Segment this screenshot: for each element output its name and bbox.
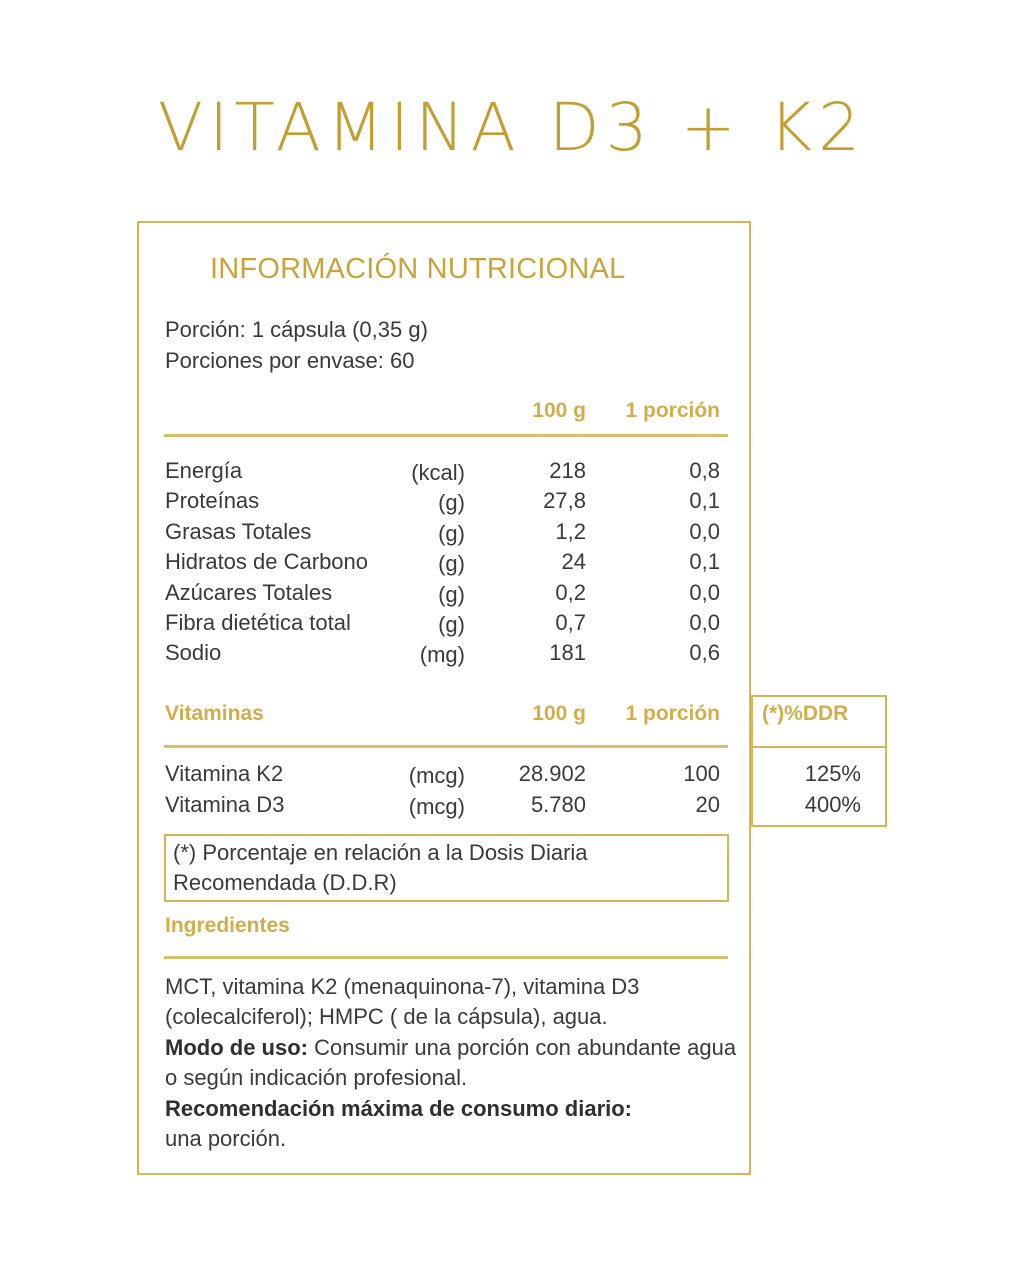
servings-per-container: Porciones por envase: 60 — [165, 348, 415, 373]
nutrient-unit: (g) — [438, 520, 465, 546]
ingredients-divider — [164, 956, 728, 959]
nutrient-per-portion: 0,1 — [689, 549, 720, 575]
ingredients-label: Ingredientes — [165, 914, 290, 937]
nutrient-per-portion: 0,0 — [689, 579, 720, 605]
ingredients-block — [165, 972, 740, 1154]
nutrient-unit: (g) — [438, 581, 465, 607]
header-portion: 1 porción — [625, 399, 720, 422]
nutrient-per-portion: 0,1 — [689, 488, 720, 514]
footnote-line-2: Recomendada (D.D.R) — [173, 870, 397, 895]
nutrient-per-100g: 0,2 — [555, 579, 586, 605]
ingredients-text: MCT, vitamina K2 (menaquinona-7), vitamina D3 (colecalciferol); HMPC ( de la cápsula), agua. — [165, 974, 640, 1030]
nutrient-name: Energía — [165, 458, 243, 483]
nutrient-per-100g: 1,2 — [555, 518, 586, 544]
nutrient-name: Sodio — [165, 640, 222, 666]
vitamin-ddr: 400% — [804, 791, 861, 817]
serving-size: Porción: 1 cápsula (0,35 g) — [165, 317, 428, 342]
nutrient-name: Hidratos de Carbono — [165, 549, 369, 575]
nutrient-name: Proteínas — [165, 488, 260, 514]
nutrient-name: Fibra dietética total — [165, 610, 351, 635]
vitamin-name: Vitamina D3 — [165, 791, 285, 817]
vitamins-label: Vitaminas — [165, 702, 264, 725]
vitamin-ddr: 125% — [804, 761, 861, 786]
vitamin-name: Vitamina K2 — [165, 761, 284, 786]
nutrient-per-100g: 181 — [549, 640, 586, 666]
vitamin-per-portion: 20 — [695, 791, 720, 817]
ddr-divider — [751, 746, 887, 748]
vitamin-unit: (mcg) — [408, 793, 465, 819]
nutrient-name: Azúcares Totales — [165, 579, 333, 605]
nutrient-unit: (g) — [438, 490, 465, 516]
nutrient-per-100g: 27,8 — [543, 488, 586, 514]
vitamin-per-100g: 5.780 — [530, 791, 586, 817]
panel-title: INFORMACIÓN NUTRICIONAL — [210, 253, 626, 285]
nutrient-name: Grasas Totales — [165, 518, 312, 544]
max-consumption-text: una porción. — [165, 1126, 287, 1152]
nutrient-per-portion: 0,8 — [689, 458, 720, 483]
nutrient-unit: (kcal) — [411, 460, 465, 485]
nutrient-per-100g: 218 — [549, 458, 586, 483]
max-consumption-label: Recomendación máxima de consumo diario: — [165, 1095, 633, 1121]
nutrient-per-100g: 0,7 — [555, 610, 586, 635]
vitamins-header-portion: 1 porción — [625, 702, 720, 725]
header-100g: 100 g — [532, 399, 586, 422]
nutrient-unit: (g) — [438, 551, 465, 577]
ddr-header: (*)%DDR — [762, 702, 849, 725]
usage-label: Modo de uso: — [165, 1034, 308, 1060]
product-title: VITAMINA D3 + K2 — [157, 89, 867, 166]
nutrient-per-portion: 0,0 — [689, 518, 720, 544]
vitamin-per-100g: 28.902 — [518, 761, 586, 786]
vitamin-unit: (mcg) — [408, 763, 465, 788]
nutrient-unit: (mg) — [419, 642, 465, 668]
vitamin-per-portion: 100 — [683, 761, 720, 786]
nutrient-per-100g: 24 — [561, 549, 586, 575]
vitamins-divider — [164, 745, 728, 748]
nutrient-per-portion: 0,6 — [689, 640, 720, 666]
nutrients-divider — [164, 434, 728, 437]
nutrient-per-portion: 0,0 — [689, 610, 720, 635]
usage-text: Consumir una porción con abundante agua o según indicación profesional. — [165, 1034, 737, 1091]
nutrient-unit: (g) — [438, 612, 465, 637]
vitamins-header-100g: 100 g — [532, 702, 586, 725]
footnote-line-1: (*) Porcentaje en relación a la Dosis Diaria — [173, 840, 588, 865]
